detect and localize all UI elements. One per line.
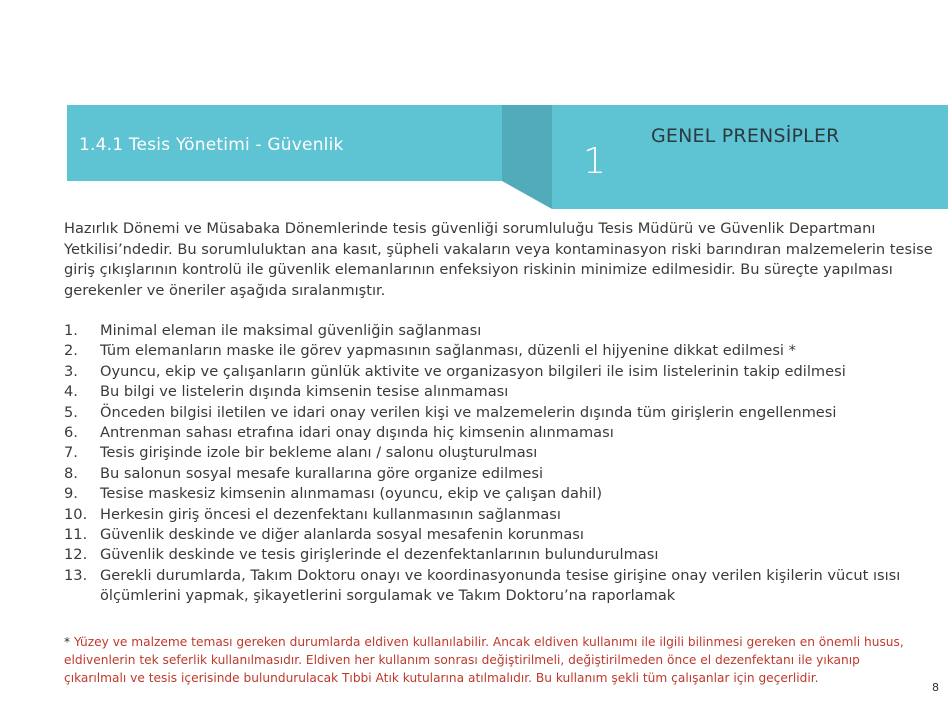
list-item-number: 10. (64, 505, 88, 523)
list-item-number: 6. (64, 424, 78, 442)
list-item-text: Gerekli durumlarda, Takım Doktoru onayı ve koordinasyonunda tesise girişine onay verilen kişilerin vücut ısısı ölçümlerini yapmak, şikayetlerini sorgulamak ve Takım Doktoru’na raporlamak (100, 566, 901, 605)
list-item-number: 7. (64, 444, 78, 462)
list-item (64, 362, 944, 382)
list-item-number: 12. (64, 546, 88, 564)
intro-paragraph (64, 219, 944, 301)
list-item (64, 505, 944, 525)
list-item (64, 443, 944, 463)
list-item-text: Önceden bilgisi iletilen ve idari onay verilen kişi ve malzemelerin dışında tüm girişlerin engellenmesi (100, 403, 837, 421)
list-item-number: 1. (64, 322, 78, 339)
list-item (64, 545, 944, 565)
chapter-title: GENEL PRENSİPLER (651, 125, 840, 147)
footnote-text: Yüzey ve malzeme teması gereken durumlarda eldiven kullanılabilir. Ancak eldiven kullanımı ile ilgili bilinmesi gereken en önemli husus, eldivenlerin tek seferlik kullanılmasıdır. Eldiven her kullanım sonrası değiştirilmeli, değiştirilmeden önce el dezenfektanı ile yıkanıp çıkarılmalı ve tesis içerisinde bulundurulacak Tıbbi Atık kutularına atılmalıdır. Bu kullanım şekli tüm çalışanlar için geçerlidir. (64, 635, 904, 685)
list-item-text: Tüm elemanların maske ile görev yapmasının sağlanması, düzenli el hijyenine dikkat edilmesi * (100, 342, 796, 360)
list-item (64, 525, 944, 545)
list-item-text: Antrenman sahası etrafına idari onay dışında hiç kimsenin alınmaması (100, 424, 614, 442)
banner-fold-decoration (502, 105, 552, 209)
list-item (64, 321, 944, 341)
section-title: 1.4.1 Tesis Yönetimi - Güvenlik (79, 135, 344, 155)
list-item-number: 8. (64, 464, 78, 482)
list-item-text: Bu salonun sosyal mesafe kurallarına göre organize edilmesi (100, 464, 544, 482)
list-item (64, 382, 944, 402)
list-item (64, 403, 944, 423)
list-item (64, 566, 944, 607)
list-item (64, 484, 944, 504)
list-item-number: 11. (64, 526, 88, 544)
list-item-number: 3. (64, 362, 78, 380)
list-item-number: 5. (64, 403, 78, 421)
intro-text: Hazırlık Dönemi ve Müsabaka Dönemlerinde tesis güvenliği sorumluluğu Tesis Müdürü ve Güvenlik Departmanı Yetkilisi’ndedir. Bu sorumluluktan ana kasıt, şüpheli vakaların veya kontaminasyon riski barındıran malzemelerin tesise giriş çıkışlarının kontrolü ile güvenlik elemanlarının enfeksiyon riskinin minimize edilmesidir. Bu süreçte yapılması gerekenler ve öneriler aşağıda sıralanmıştır. (64, 220, 933, 299)
list-item-text: Güvenlik deskinde ve diğer alanlarda sosyal mesafenin korunması (100, 526, 584, 544)
chapter-banner (552, 105, 948, 209)
page-number: 8 (932, 681, 939, 694)
list-item-text: Güvenlik deskinde ve tesis girişlerinde el dezenfektanlarının bulundurulması (100, 546, 659, 564)
list-item-text: Tesise maskesiz kimsenin alınmaması (oyuncu, ekip ve çalışan dahil) (100, 485, 603, 503)
chapter-number: 1 (583, 141, 606, 182)
list-item (64, 464, 944, 484)
list-item-text: Herkesin giriş öncesi el dezenfektanı kullanmasının sağlanması (100, 505, 561, 523)
list-item-number: 13. (64, 566, 88, 584)
list-item (64, 423, 944, 443)
list-item-text: Bu bilgi ve listelerin dışında kimsenin tesise alınmaması (100, 383, 509, 401)
list-item-number: 4. (64, 383, 78, 401)
list-item-number: 2. (64, 342, 78, 360)
footnote (64, 633, 924, 687)
list-item-number: 9. (64, 485, 78, 503)
list-item (64, 341, 944, 361)
list-item-text: Minimal eleman ile maksimal güvenliğin sağlanması (100, 322, 482, 339)
section-banner (67, 105, 502, 181)
list-item-text: Tesis girişinde izole bir bekleme alanı / salonu oluşturulması (100, 444, 538, 462)
footnote-star: * (64, 635, 71, 649)
list-item-text: Oyuncu, ekip ve çalışanların günlük aktivite ve organizasyon bilgileri ile isim listelerinin takip edilmesi (100, 362, 846, 380)
guideline-list (64, 321, 944, 607)
